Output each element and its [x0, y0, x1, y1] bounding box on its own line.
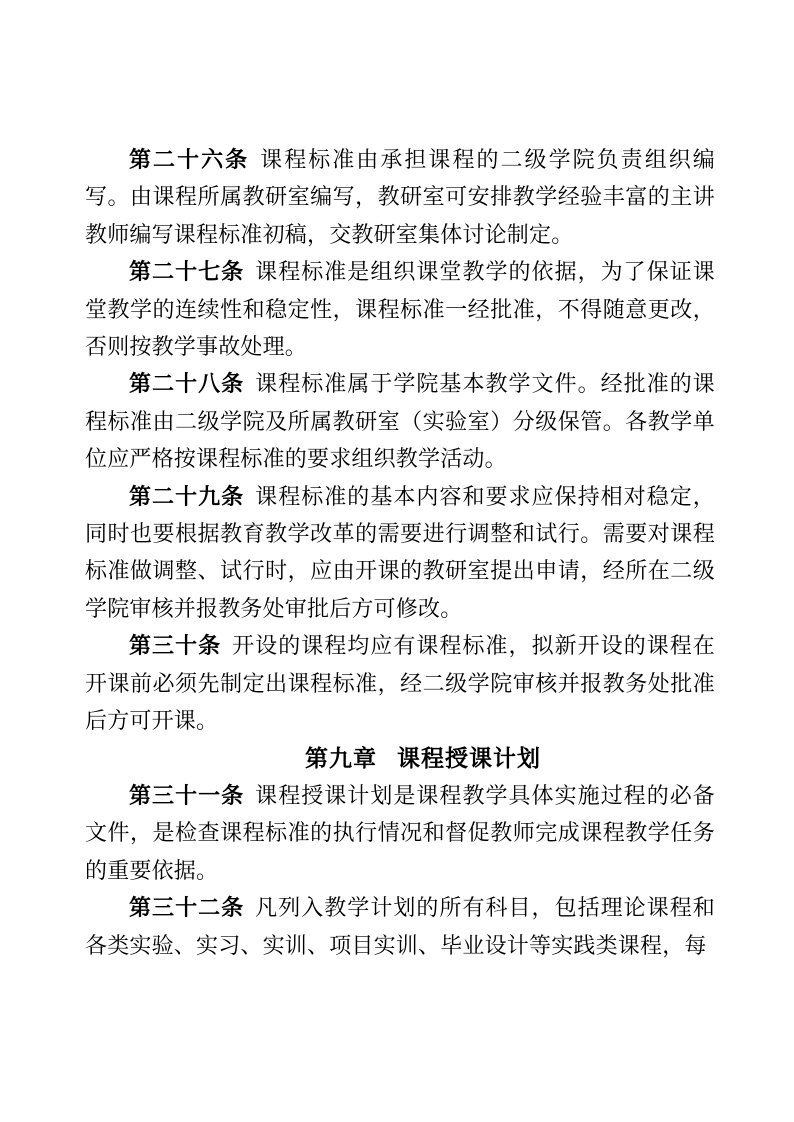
article-29-number: 第二十九条 — [129, 483, 245, 509]
paragraph-article-26 — [85, 141, 715, 253]
article-26-number: 第二十六条 — [129, 147, 250, 172]
paragraph-article-28 — [85, 365, 715, 477]
paragraph-article-29 — [85, 478, 715, 628]
article-32-text: 凡列入教学计划的所有科目，包括理论课程和各类实验、实习、实训、项目实训、毕业设计等实践类课程，每 — [85, 895, 715, 958]
article-32-number: 第三十二条 — [129, 895, 245, 921]
paragraph-article-30 — [85, 627, 715, 739]
paragraph-article-32 — [85, 889, 715, 964]
article-27-text: 课程标准是组织课堂教学的依据，为了保证课堂教学的连续性和稳定性，课程标准一经批准，不得随意更改，否则按教学事故处理。 — [85, 259, 715, 360]
article-30-text: 开设的课程均应有课程标准，拟新开设的课程在开课前必须先制定出课程标准，经二级学院审核并报教务处批准后方可开课。 — [85, 633, 715, 734]
chapter-9-heading: 第九章 课程授课计划 — [304, 744, 542, 771]
article-28-number: 第二十八条 — [129, 371, 245, 397]
article-29-text: 课程标准的基本内容和要求应保持相对稳定，同时也要根据教育教学改革的需要进行调整和试行。需要对课程标准做调整、试行时，应由开课的教研室提出申请，经所在二级学院审核并报教务处审批后方可修改。 — [85, 483, 715, 621]
article-26-text: 课程标准由承担课程的二级学院负责组织编写。由课程所属教研室编写，教研室可安排教学经验丰富的主讲教师编写课程标准初稿，交教研室集体讨论制定。 — [85, 147, 715, 247]
article-28-text: 课程标准属于学院基本教学文件。经批准的课程标准由二级学院及所属教研室（实验室）分级保管。各教学单位应严格按课程标准的要求组织教学活动。 — [85, 371, 715, 472]
article-31-number: 第三十一条 — [129, 782, 245, 808]
article-27-number: 第二十七条 — [129, 259, 245, 285]
paragraph-article-27 — [85, 253, 715, 365]
article-30-number: 第三十条 — [129, 633, 222, 659]
paragraph-article-31 — [85, 777, 715, 889]
article-31-text: 课程授课计划是课程教学具体实施过程的必备文件，是检查课程标准的执行情况和督促教师完成课程教学任务的重要依据。 — [85, 782, 715, 883]
